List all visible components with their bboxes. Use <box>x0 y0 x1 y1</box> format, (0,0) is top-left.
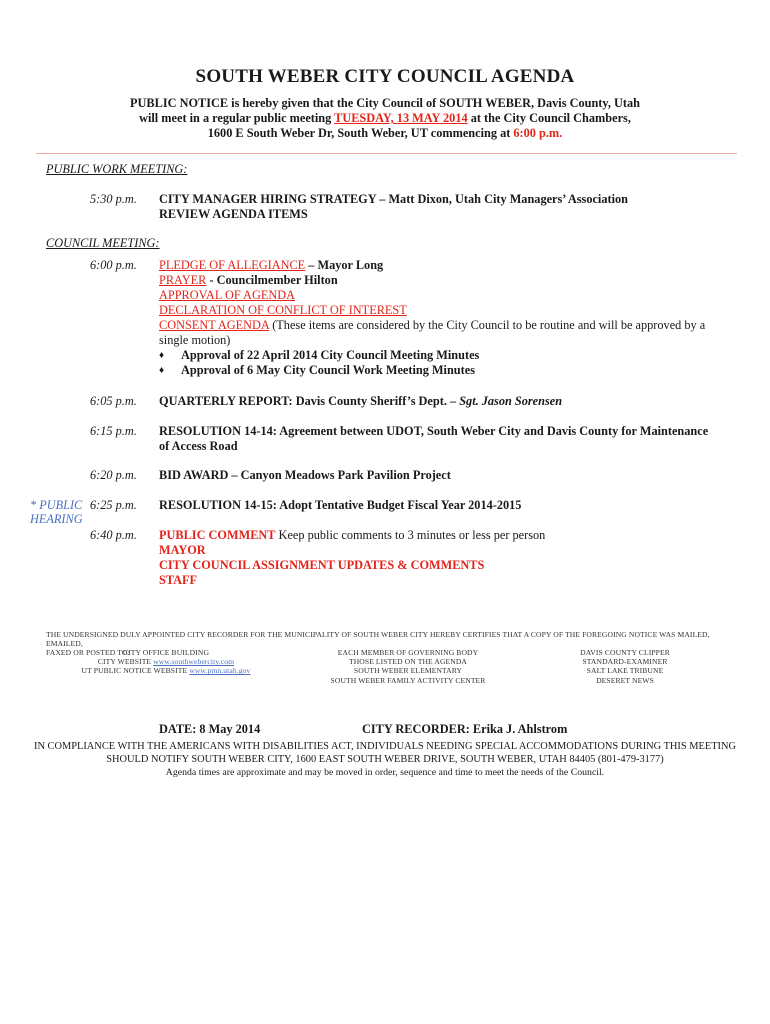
posted-location: CITY OFFICE BUILDING <box>122 648 210 657</box>
posted-column-1 <box>56 648 276 676</box>
notice-line-3 <box>0 126 770 141</box>
posted-location: DAVIS COUNTY CLIPPER <box>580 648 670 657</box>
agenda-item-public-comment <box>159 528 545 543</box>
notice-line-1: PUBLIC NOTICE is hereby given that the City Council of SOUTH WEBER, Davis County, Utah <box>130 96 640 110</box>
agenda-time: 6:40 p.m. <box>90 528 137 542</box>
public-comment-label: PUBLIC COMMENT <box>159 528 276 542</box>
city-website-link[interactable]: www.southwebercity.com <box>153 657 235 667</box>
agenda-item-resolution-14-14-cont: of Access Road <box>159 439 238 453</box>
agenda-item-mayor: MAYOR <box>159 543 206 557</box>
council-meeting-heading: COUNCIL MEETING: <box>46 236 160 250</box>
agenda-item-staff: STAFF <box>159 573 198 587</box>
agenda-time: 5:30 p.m. <box>90 192 137 206</box>
posted-column-3 <box>545 648 705 685</box>
agenda-item: REVIEW AGENDA ITEMS <box>159 207 308 221</box>
public-notice-website-link[interactable]: www.pmn.utah.gov <box>189 666 251 676</box>
posted-location: SALT LAKE TRIBUNE <box>586 666 664 676</box>
agenda-item-resolution-14-14: RESOLUTION 14-14: Agreement between UDOT, South Weber City and Davis County for Maintenance <box>159 424 709 438</box>
diamond-bullet-icon: ♦ <box>159 365 165 376</box>
notice-text: at the City Council Chambers, <box>467 111 631 125</box>
posted-location <box>56 666 276 675</box>
agenda-item-prayer <box>159 273 338 288</box>
posted-location: SOUTH WEBER ELEMENTARY <box>353 666 463 676</box>
certification-line: FAXED OR POSTED TO: <box>46 648 130 658</box>
city-recorder: CITY RECORDER: Erika J. Ahlstrom <box>362 722 568 736</box>
agenda-time: 6:05 p.m. <box>90 394 137 408</box>
agenda-item-pledge <box>159 258 383 273</box>
notice-text: 1600 E South Weber Dr, South Weber, UT commencing at <box>207 126 514 140</box>
public-hearing-note: HEARING <box>30 512 83 526</box>
agenda-time: 6:15 p.m. <box>90 424 137 438</box>
agenda-times-note: Agenda times are approximate and may be moved in order, sequence and time to meet the needs of the Council. <box>165 767 605 778</box>
pledge-who: – Mayor Long <box>305 258 384 272</box>
posted-label: UT PUBLIC NOTICE WEBSITE <box>81 666 190 676</box>
consent-note-cont: single motion) <box>159 333 231 347</box>
posted-location <box>56 657 276 666</box>
work-meeting-heading: PUBLIC WORK MEETING: <box>46 162 188 176</box>
posted-column-2 <box>308 648 508 685</box>
ada-notice: SHOULD NOTIFY SOUTH WEBER CITY, 1600 EAST SOUTH WEBER DRIVE, SOUTH WEBER, UTAH 84405 (801-479-3177) <box>106 754 664 765</box>
posted-location: EACH MEMBER OF GOVERNING BODY <box>337 648 479 657</box>
agenda-item-council-updates: CITY COUNCIL ASSIGNMENT UPDATES & COMMENTS <box>159 558 485 572</box>
pledge-label: PLEDGE OF ALLEGIANCE <box>159 258 306 272</box>
prayer-who: - Councilmember Hilton <box>206 273 338 287</box>
agenda-item-approval: APPROVAL OF AGENDA <box>159 288 295 302</box>
meeting-time: 6:00 p.m <box>513 126 560 140</box>
notice-date: DATE: 8 May 2014 <box>159 722 261 736</box>
notice-line-2 <box>0 111 770 126</box>
agenda-item-quarterly <box>159 394 562 409</box>
posted-label: CITY WEBSITE <box>97 657 154 667</box>
agenda-item-resolution-14-15: RESOLUTION 14-15: Adopt Tentative Budget Fiscal Year 2014-2015 <box>159 498 522 512</box>
consent-label: CONSENT AGENDA <box>159 318 270 332</box>
quarterly-presenter: Sgt. Jason Sorensen <box>459 394 563 408</box>
public-hearing-note: * PUBLIC <box>30 498 83 512</box>
prayer-label: PRAYER <box>159 273 207 287</box>
consent-bullet-item: Approval of 6 May City Council Work Meeting Minutes <box>181 363 475 377</box>
public-comment-note: Keep public comments to 3 minutes or less per person <box>275 528 546 542</box>
agenda-time: 6:00 p.m. <box>90 258 137 272</box>
posted-location: DESERET NEWS <box>596 675 654 685</box>
diamond-bullet-icon: ♦ <box>159 350 165 361</box>
page-title: SOUTH WEBER CITY COUNCIL AGENDA <box>195 66 575 87</box>
consent-bullet-item: Approval of 22 April 2014 City Council Meeting Minutes <box>181 348 480 362</box>
certification-line: THE UNDERSIGNED DULY APPOINTED CITY RECORDER FOR THE MUNICIPALITY OF SOUTH WEBER CITY HEREBY CERTIFIES THAT A COPY OF THE FOREGOING NOTICE WAS MAILED, EMAILED, <box>46 630 710 649</box>
notice-text: will meet in a regular public meeting <box>139 111 335 125</box>
ada-notice: IN COMPLIANCE WITH THE AMERICANS WITH DISABILITIES ACT, INDIVIDUALS NEEDING SPECIAL ACCOMMODATIONS DURING THIS MEETING <box>33 741 737 752</box>
agenda-time: 6:25 p.m. <box>90 498 137 512</box>
quarterly-text: QUARTERLY REPORT: Davis County Sheriff’s Dept. – <box>159 394 460 408</box>
divider <box>36 153 737 154</box>
posted-location: THOSE LISTED ON THE AGENDA <box>348 657 468 667</box>
agenda-item-declaration: DECLARATION OF CONFLICT OF INTEREST <box>159 303 407 317</box>
meeting-date: TUESDAY, 13 MAY 2014 <box>334 111 468 125</box>
agenda-item-bid-award: BID AWARD – Canyon Meadows Park Pavilion Project <box>159 468 451 482</box>
consent-note: (These items are considered by the City Council to be routine and will be approved by a <box>269 318 706 332</box>
notice-period: . <box>559 126 563 140</box>
agenda-time: 6:20 p.m. <box>90 468 137 482</box>
agenda-item: CITY MANAGER HIRING STRATEGY – Matt Dixon, Utah City Managers’ Association <box>159 192 628 206</box>
posted-location: STANDARD-EXAMINER <box>582 657 668 667</box>
agenda-item-consent <box>159 318 705 333</box>
posted-location: SOUTH WEBER FAMILY ACTIVITY CENTER <box>330 675 486 685</box>
